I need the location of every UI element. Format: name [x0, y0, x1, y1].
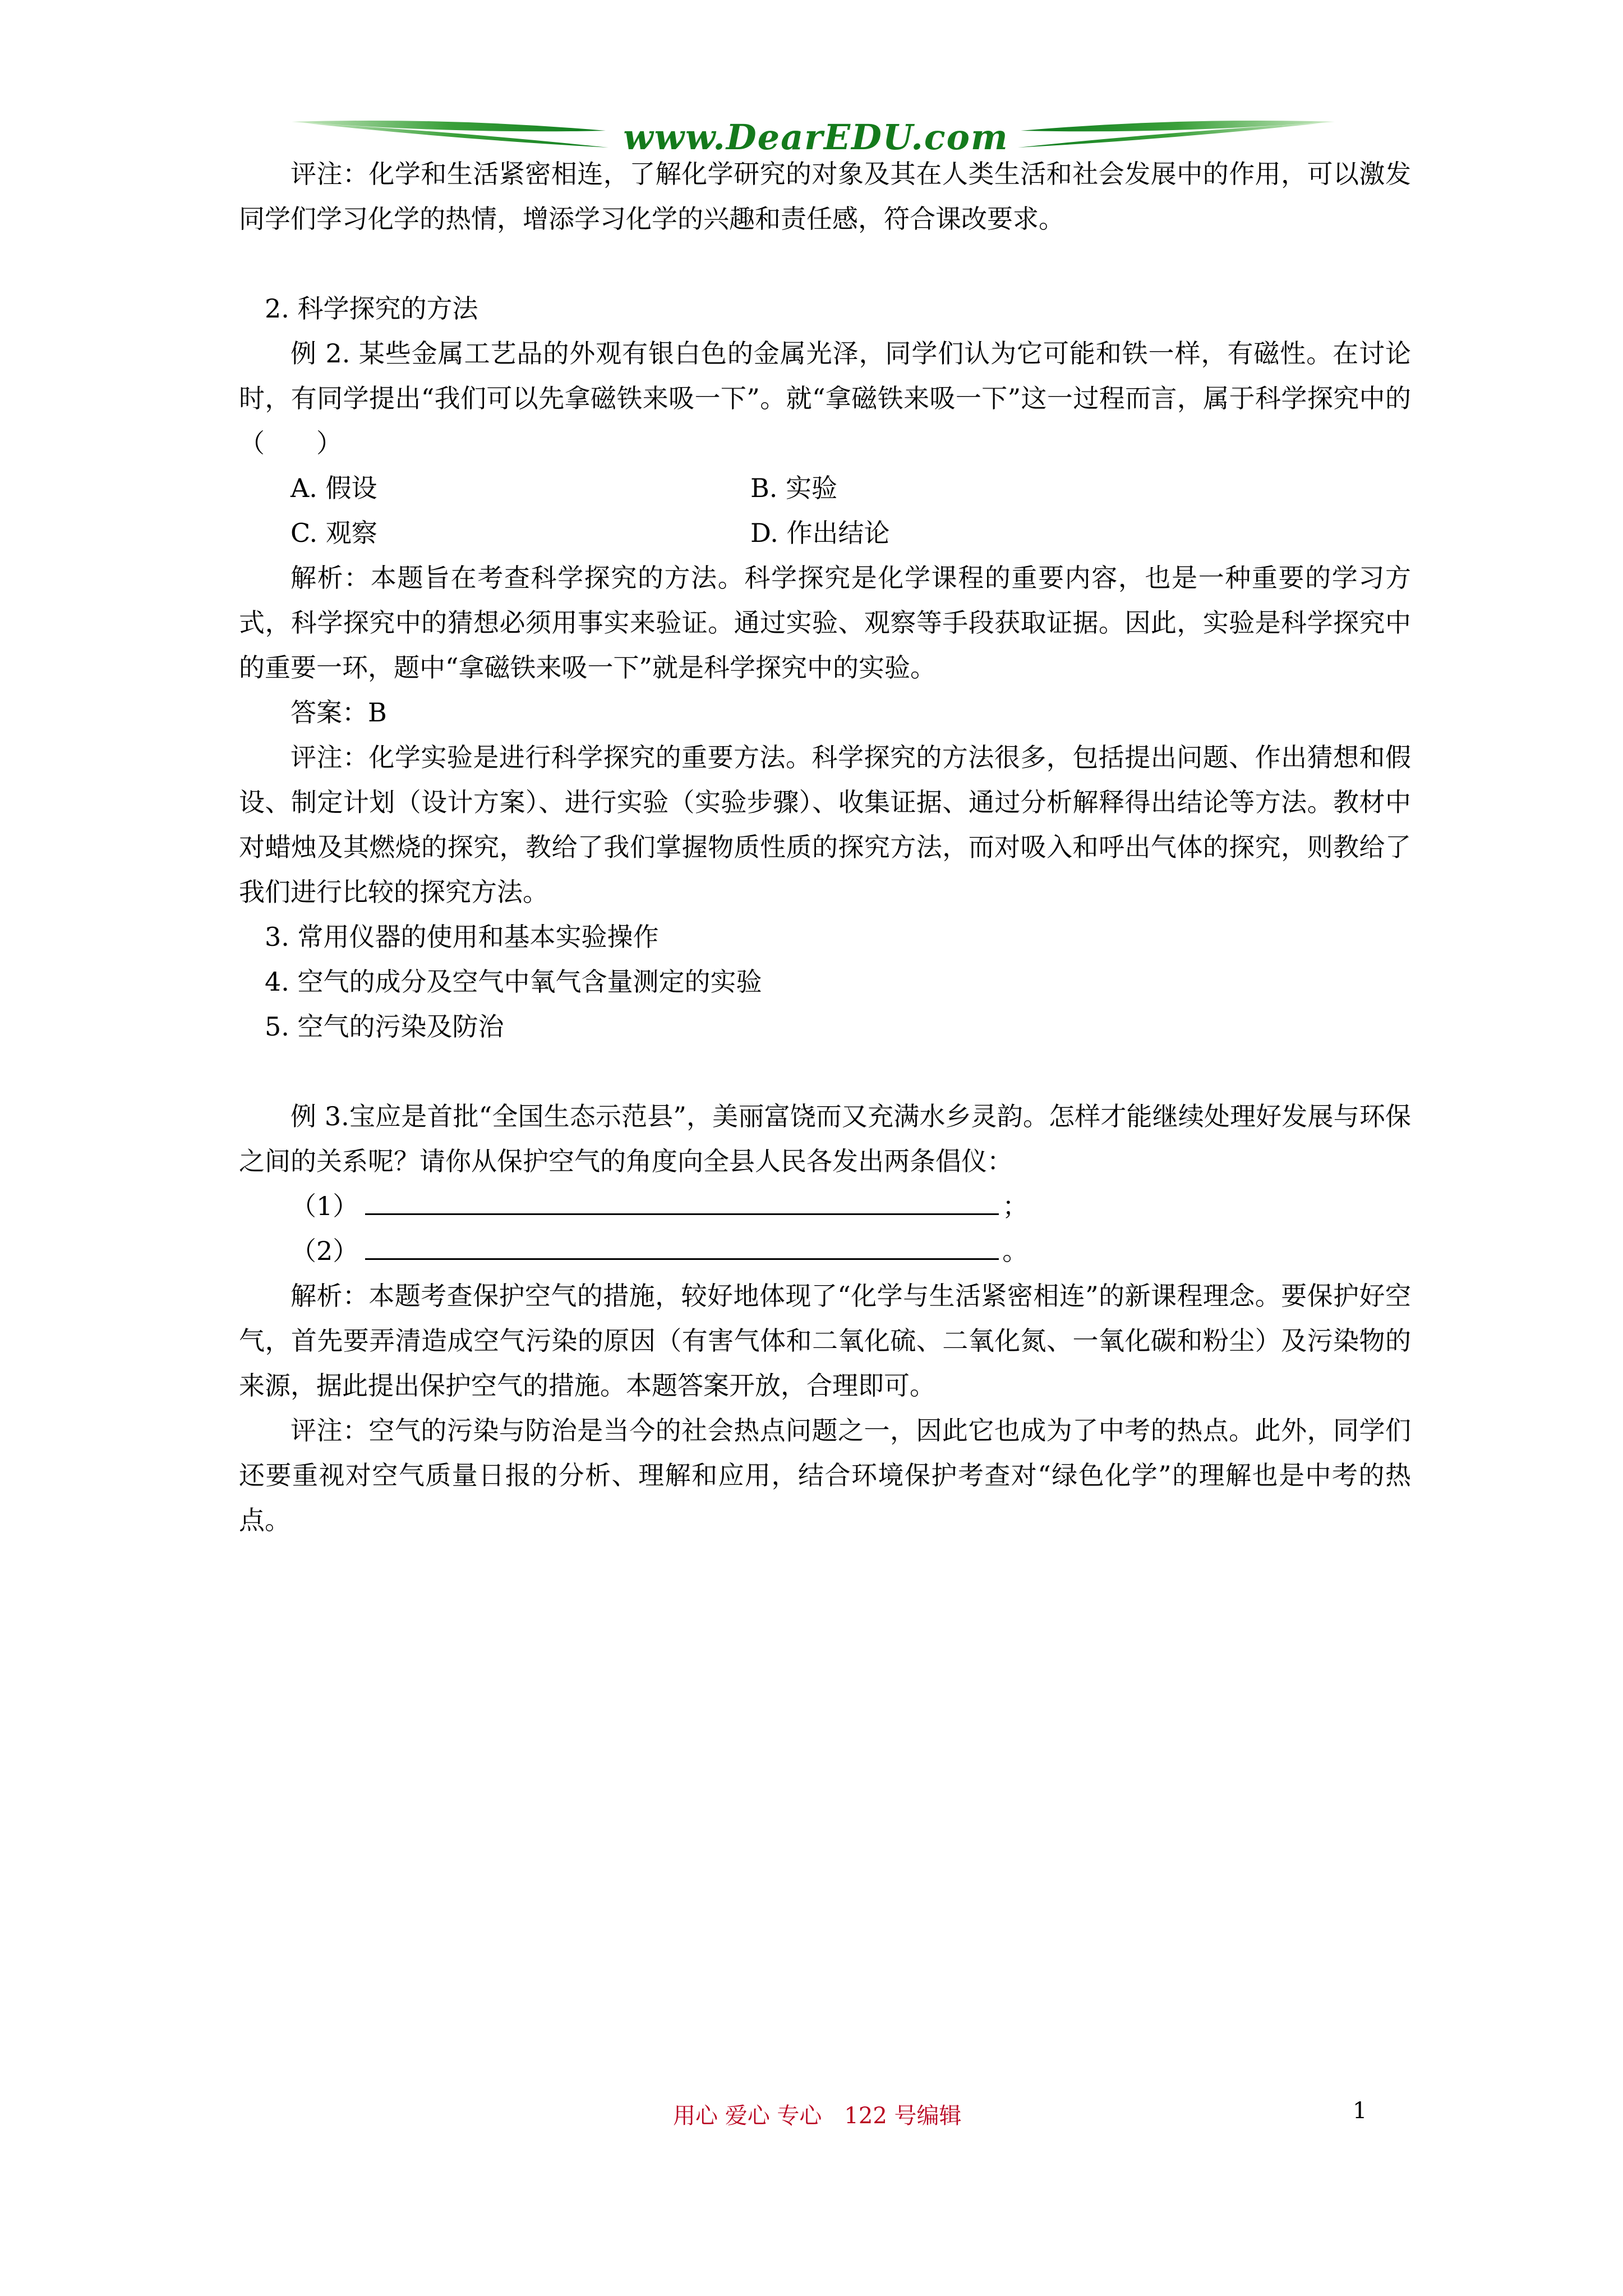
- analysis-2: 解析：本题旨在考查科学探究的方法。科学探究是化学课程的重要内容，也是一种重要的学习方式，科学探究中的猜想必须用事实来验证。通过实验、观察等手段获取证据。因此，实验是科学探究中的重要一环，题中“拿磁铁来吸一下”就是科学探究中的实验。: [239, 563, 1411, 683]
- blank-1-line: [365, 1186, 999, 1215]
- blank-1-label: （1）: [291, 1191, 359, 1221]
- blank-1-end: ；: [1002, 1191, 1029, 1221]
- section-heading-3: 3. 常用仪器的使用和基本实验操作: [265, 922, 659, 952]
- page-number: 1: [1353, 2098, 1367, 2124]
- site-brand: www.DearEDU.com: [623, 117, 1009, 158]
- option-b: B. 实验: [750, 473, 838, 503]
- example-3-question: 例 3.宝应是首批“全国生态示范县”，美丽富饶而又充满水乡灵韵。怎样才能继续处理好发展与环保之间的关系呢？请你从保护空气的角度向全县人民各发出两条倡仪：: [239, 1101, 1411, 1176]
- document-body: [239, 151, 1411, 1543]
- page-footer: 用心 爱心 专心 122 号编辑: [673, 2103, 962, 2129]
- blank-2-label: （2）: [291, 1236, 359, 1266]
- comment-paragraph-1: 评注：化学和生活紧密相连，了解化学研究的对象及其在人类生活和社会发展中的作用，可以激发同学们学习化学的热情，增添学习化学的兴趣和责任感，符合课改要求。: [239, 159, 1411, 234]
- options-row-2: [239, 510, 1411, 555]
- analysis-3: 解析：本题考查保护空气的措施，较好地体现了“化学与生活紧密相连”的新课程理念。要保护好空气，首先要弄清造成空气污染的原因（有害气体和二氧化硫、二氧化氮、一氧化碳和粉尘）及污染物的来源，据此提出保护空气的措施。本题答案开放，合理即可。: [239, 1281, 1411, 1401]
- option-d: D. 作出结论: [750, 518, 890, 548]
- answer-2: 答案：B: [291, 697, 387, 728]
- blank-2-line: [365, 1231, 999, 1260]
- comment-2: 评注：化学实验是进行科学探究的重要方法。科学探究的方法很多，包括提出问题、作出猜想和假设、制定计划（设计方案）、进行实验（实验步骤）、收集证据、通过分析解释得出结论等方法。教材中对蜡烛及其燃烧的探究，教给了我们掌握物质性质的探究方法，而对吸入和呼出气体的探究，则教给了我们进行比较的探究方法。: [239, 742, 1411, 907]
- example-2-question: 例 2. 某些金属工艺品的外观有银白色的金属光泽，同学们认为它可能和铁一样，有磁性。在讨论时，有同学提出“我们可以先拿磁铁来吸一下”。就“拿磁铁来吸一下”这一过程而言，属于科学探究中的（ ）: [239, 338, 1411, 458]
- section-heading-2: 2. 科学探究的方法: [265, 293, 478, 324]
- comment-3: 评注：空气的污染与防治是当今的社会热点问题之一，因此它也成为了中考的热点。此外，同学们还要重视对空气质量日报的分析、理解和应用，结合环境保护考查对“绿色化学”的理解也是中考的热点。: [239, 1415, 1411, 1535]
- section-heading-4: 4. 空气的成分及空气中氧气含量测定的实验: [265, 967, 762, 997]
- answer-blank-1: [239, 1184, 1411, 1228]
- options-row-1: [239, 466, 1411, 510]
- blank-2-end: 。: [1002, 1236, 1029, 1266]
- option-a: A. 假设: [291, 473, 377, 503]
- section-heading-5: 5. 空气的污染及防治: [265, 1011, 504, 1042]
- option-c: C. 观察: [291, 518, 377, 548]
- answer-blank-2: [239, 1228, 1411, 1273]
